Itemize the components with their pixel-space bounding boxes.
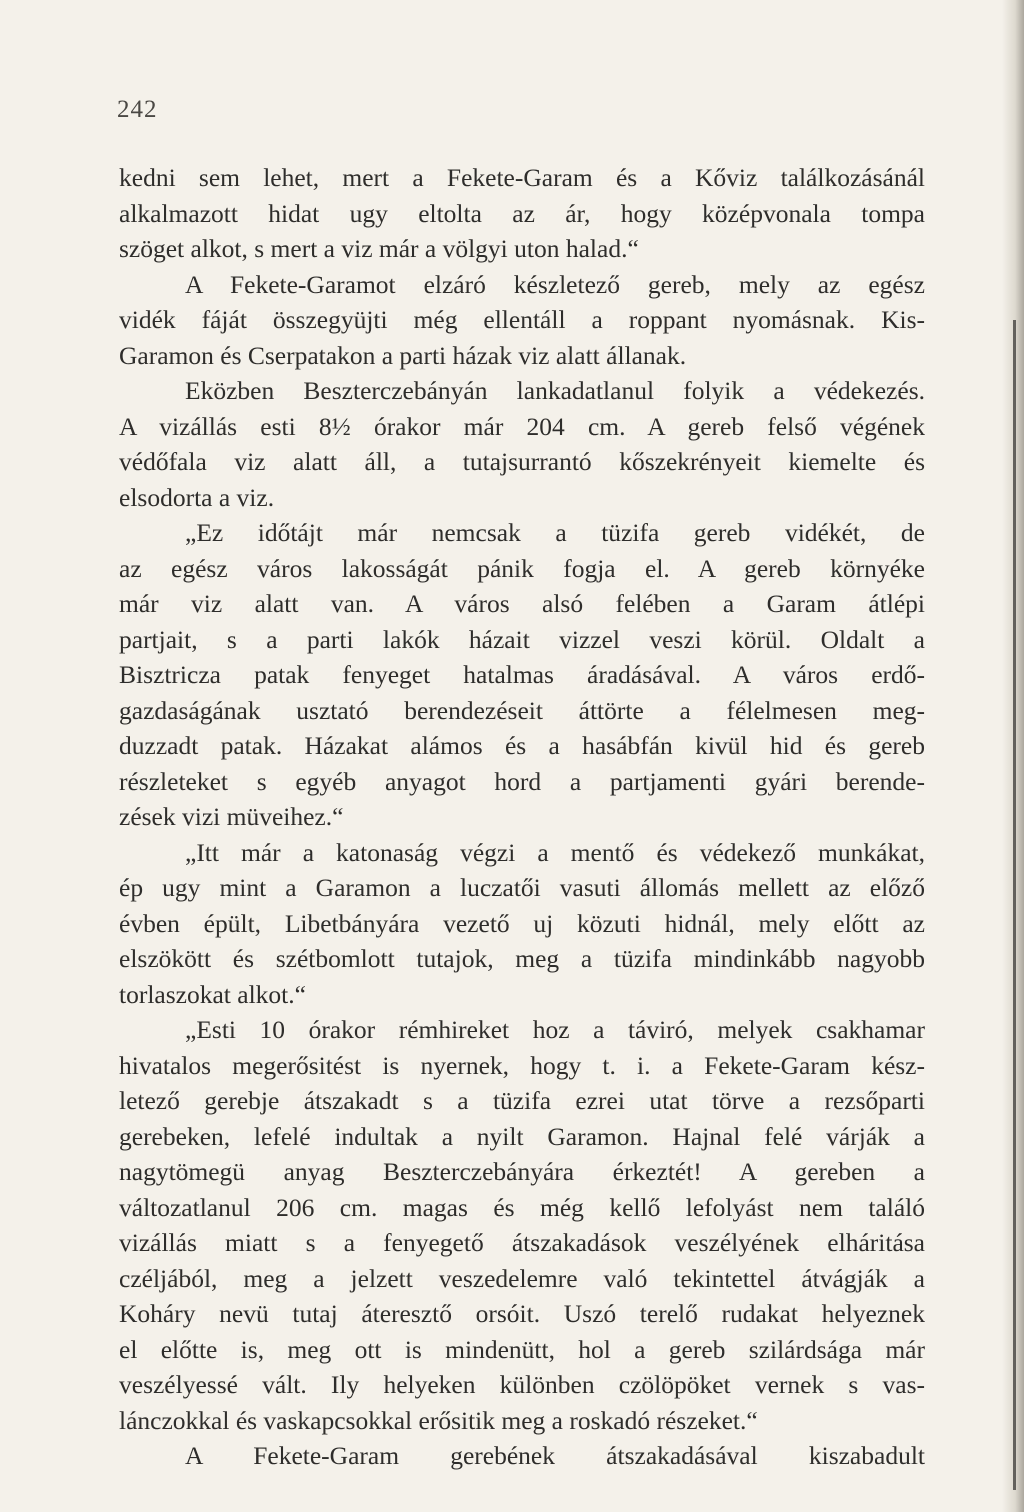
text-line: lánczokkal és vaskapcsokkal erősitik meg a roskadó részeket.“ bbox=[119, 1405, 758, 1435]
text-line: A vizállás esti 8½ órakor már 204 cm. A gereb felső végének bbox=[119, 411, 925, 441]
text-line: részleteket s egyéb anyagot hord a partjamenti gyári berende- bbox=[119, 766, 925, 796]
text-line: letező gerebje átszakadt s a tüzifa ezrei utat törve a rezsőparti bbox=[119, 1086, 925, 1115]
page-number: 242 bbox=[117, 96, 158, 123]
text-line: nagytömegü anyag Beszterczebányára érkeztét! A gereben a bbox=[119, 1157, 925, 1186]
text-line: vidék fáját összegyüjti még ellentáll a roppant nyomásnak. Kis- bbox=[119, 305, 925, 334]
text-line: torlaszokat alkot.“ bbox=[119, 979, 306, 1009]
text-line: vizállás miatt s a fenyegető átszakadások veszélyének elháritása bbox=[119, 1228, 925, 1257]
text-line: gazdaságának usztató berendezéseit áttörte a félelmesen meg- bbox=[119, 695, 925, 725]
text-line: védőfala viz alatt áll, a tutajsurrantó kőszekrényeit kiemelte és bbox=[119, 447, 925, 476]
text-line: elszökött és szétbomlott tutajok, meg a tüzifa mindinkább nagyobb bbox=[119, 944, 925, 973]
text-line: „Esti 10 órakor rémhireket hoz a táviró, melyek csakhamar bbox=[185, 1015, 925, 1044]
body-text bbox=[119, 160, 925, 1474]
text-line: „Itt már a katonaság végzi a mentő és védekező munkákat, bbox=[185, 837, 925, 867]
text-line: alkalmazott hidat ugy eltolta az ár, hogy középvonala tompa bbox=[119, 198, 925, 228]
text-line: változatlanul 206 cm. magas és még kellő lefolyást nem találó bbox=[119, 1192, 925, 1222]
text-line: czéljából, meg a jelzett veszedelemre való tekintettel átvágják a bbox=[119, 1263, 925, 1293]
text-line: Bisztricza patak fenyeget hatalmas áradásával. A város erdő- bbox=[119, 660, 925, 689]
text-line: Eközben Beszterczebányán lankadatlanul folyik a védekezés. bbox=[185, 376, 925, 405]
text-line: szöget alkot, s mert a viz már a völgyi uton halad.“ bbox=[119, 234, 639, 263]
text-line: már viz alatt van. A város alsó felében a Garam átlépi bbox=[119, 589, 925, 618]
text-line: évben épült, Libetbányára vezető uj közuti hidnál, mely előtt az bbox=[119, 908, 925, 938]
text-line: A Fekete-Garamot elzáró készletező gereb, mely az egész bbox=[185, 269, 925, 299]
text-line: zések vizi müveihez.“ bbox=[119, 802, 344, 831]
text-line: el előtte is, meg ott is mindenütt, hol a gereb szilárdsága már bbox=[119, 1334, 925, 1364]
text-line: partjait, s a parti lakók házait vizzel veszi körül. Oldalt a bbox=[119, 624, 925, 654]
text-line: kedni sem lehet, mert a Fekete-Garam és a Kőviz találkozásánál bbox=[119, 163, 925, 192]
text-line: veszélyessé vált. Ily helyeken különben czölöpöket vernek s vas- bbox=[119, 1370, 925, 1399]
text-line: duzzadt patak. Házakat alámos és a hasábfán kivül hid és gereb bbox=[119, 731, 925, 760]
text-line: gerebeken, lefelé indultak a nyilt Garamon. Hajnal felé várják a bbox=[119, 1121, 925, 1151]
text-line: A Fekete-Garam gerebének átszakadásával kiszabadult bbox=[185, 1441, 925, 1470]
text-line: Koháry nevü tutaj áteresztő orsóit. Uszó terelő rudakat helyeznek bbox=[119, 1299, 925, 1328]
text-line: hivatalos megerősitést is nyernek, hogy t. i. a Fekete-Garam kész- bbox=[119, 1050, 925, 1080]
text-line: az egész város lakosságát pánik fogja el. A gereb környéke bbox=[119, 553, 925, 583]
text-line: elsodorta a viz. bbox=[119, 482, 275, 512]
text-line: ép ugy mint a Garamon a luczatői vasuti állomás mellett az előző bbox=[119, 873, 925, 902]
binding-edge-line bbox=[1013, 320, 1016, 1490]
text-line: Garamon és Cserpatakon a parti házak viz alatt állanak. bbox=[119, 340, 687, 370]
text-line: „Ez időtájt már nemcsak a tüzifa gereb vidékét, de bbox=[185, 518, 925, 547]
